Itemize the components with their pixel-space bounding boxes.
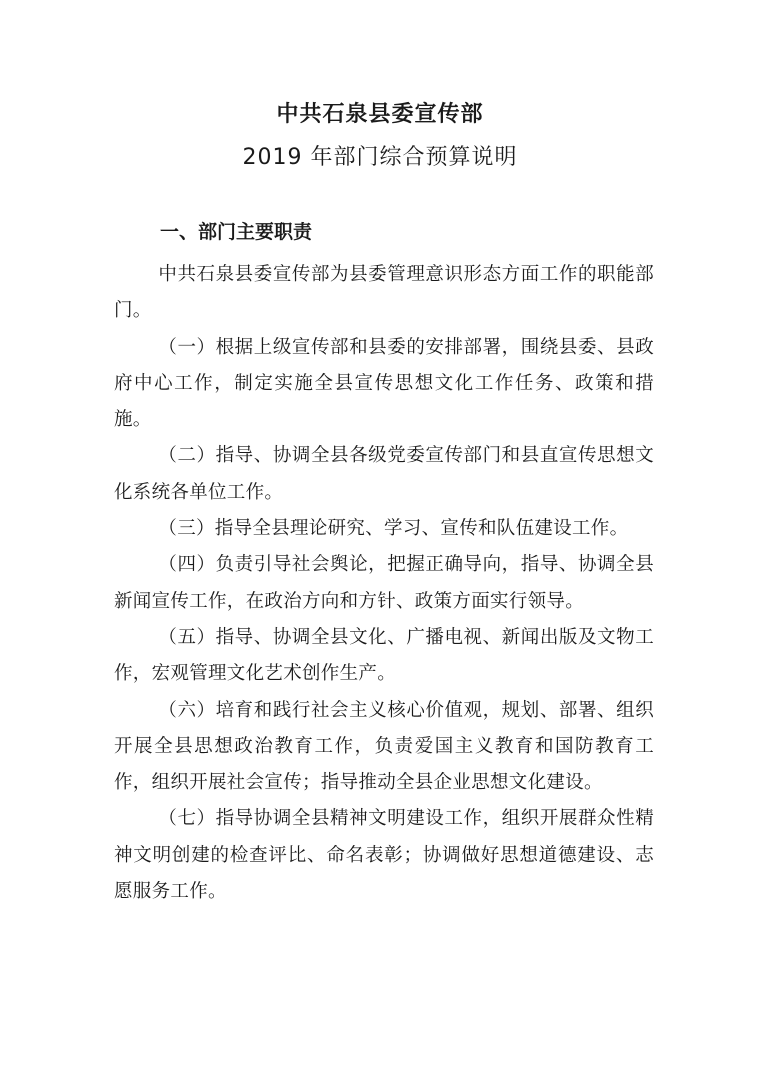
document-body: [114, 257, 654, 910]
paragraph-item-1: （一）根据上级宣传部和县委的安排部署，围绕县委、县政府中心工作，制定实施全县宣传思想文化工作任务、政策和措施。: [114, 336, 654, 431]
paragraph-item-3: （三）指导全县理论研究、学习、宣传和队伍建设工作。: [158, 518, 629, 540]
paragraph-item-2: （二）指导、协调全县各级党委宣传部门和县直宣传思想文化系统各单位工作。: [114, 445, 654, 503]
document-subtitle: 2019 年部门综合预算说明: [242, 145, 518, 170]
paragraph-item-6: （六）培育和践行社会主义核心价值观，规划、部署、组织开展全县思想政治教育工作，负责爱国主义教育和国防教育工作，组织开展社会宣传；指导推动全县企业思想文化建设。: [114, 699, 654, 794]
section-heading: 一、部门主要职责: [160, 221, 313, 243]
paragraph-intro: 中共石泉县委宣传部为县委管理意识形态方面工作的职能部门。: [114, 264, 654, 322]
paragraph-item-5: （五）指导、协调全县文化、广播电视、新闻出版及文物工作，宏观管理文化艺术创作生产。: [114, 626, 654, 685]
paragraph-item-4: （四）负责引导社会舆论，把握正确导向，指导、协调全县新闻宣传工作，在政治方向和方针、政策方面实行领导。: [114, 554, 654, 612]
paragraph-item-7: （七）指导协调全县精神文明建设工作，组织开展群众性精神文明创建的检查评比、命名表彰；协调做好思想道德建设、志愿服务工作。: [114, 808, 654, 903]
document-title: 中共石泉县委宣传部: [276, 102, 484, 127]
